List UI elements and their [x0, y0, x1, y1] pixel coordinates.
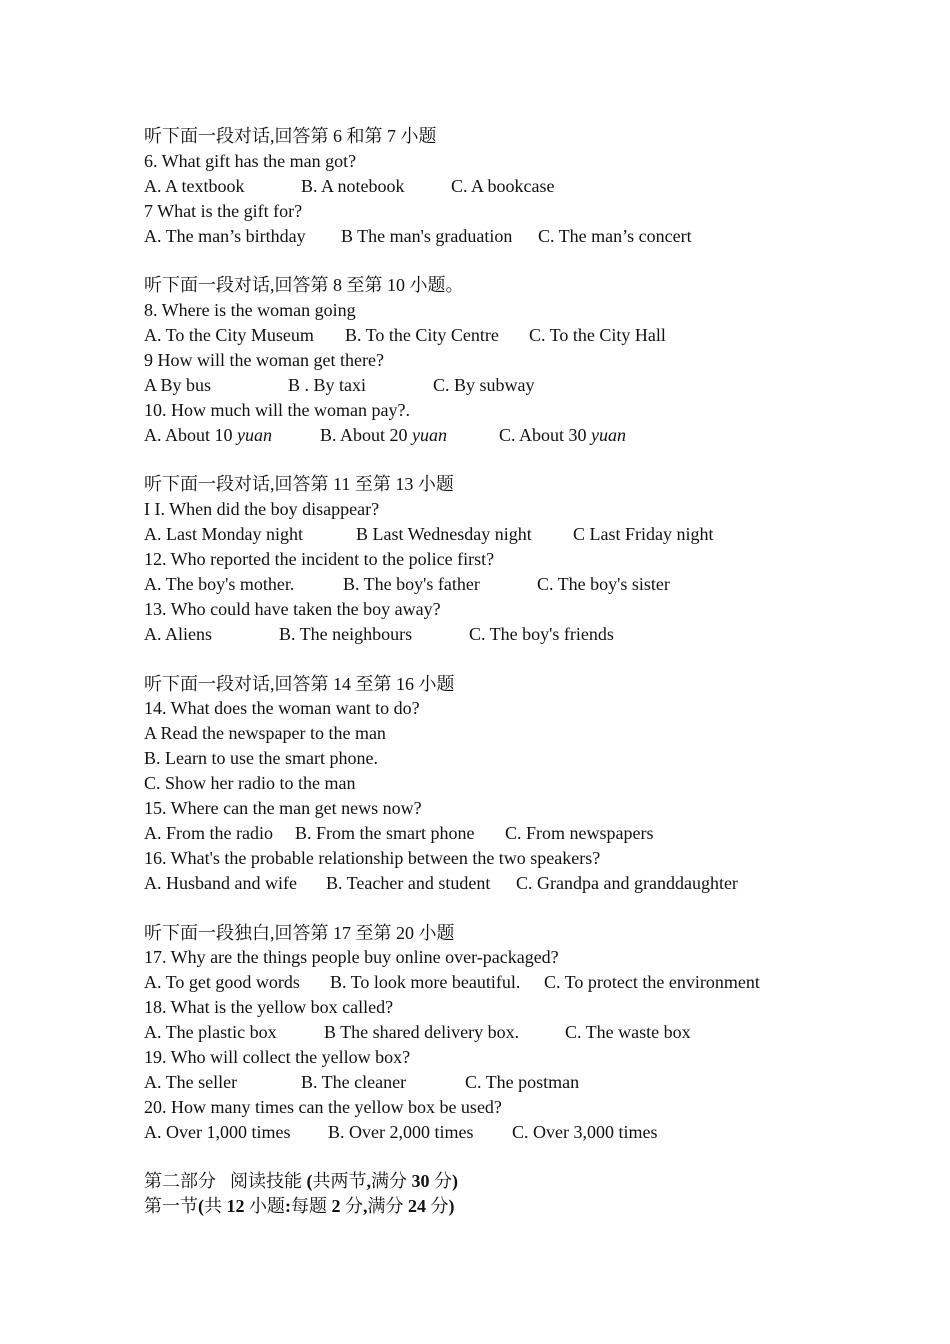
full-score-label: 满分 [367, 1196, 408, 1217]
option-a: A. A textbook [144, 175, 245, 196]
options-row [144, 522, 864, 547]
option-a: A Read the newspaper to the man [144, 723, 386, 744]
section-heading: 听下面一段对话,回答第 6 和第 7 小题 [144, 126, 437, 146]
question-17: 17. Why are the things people buy online over-packaged? [144, 947, 559, 968]
question-16: 16. What's the probable relationship between the two speakers? [144, 847, 601, 868]
paren-close: ) [448, 1196, 455, 1217]
full-score-label: 满分 [371, 1171, 412, 1192]
option-c-text: C. About 30 [499, 424, 592, 445]
part-two-title [144, 1169, 864, 1194]
options-row [144, 1120, 864, 1145]
option-a: A. The man’s birthday [144, 225, 306, 246]
options-row [144, 871, 864, 896]
option-a: A. The seller [144, 1071, 238, 1092]
option-c: C. From newspapers [505, 822, 654, 843]
option-a: A. To get good words [144, 972, 300, 993]
options-row [144, 423, 864, 448]
options-row [144, 821, 864, 846]
comma: , [366, 1171, 371, 1192]
option-b-text: B. About 20 [320, 424, 413, 445]
per-question-label: 每题 [291, 1196, 332, 1217]
option-b: B The man's graduation [341, 225, 513, 246]
colon: : [285, 1196, 291, 1217]
option-b: B. The boy's father [343, 574, 480, 595]
per-question-score: 2 [331, 1196, 341, 1217]
option-c: C. Show her radio to the man [144, 773, 356, 794]
option-a: A. From the radio [144, 822, 273, 843]
paren-open: ( [198, 1196, 204, 1217]
question-12: 12. Who reported the incident to the police first? [144, 549, 495, 570]
option-b: B Last Wednesday night [356, 524, 532, 545]
question-count: 12 [226, 1196, 245, 1217]
option-c: C. Grandpa and granddaughter [516, 872, 738, 893]
question-9: 9 How will the woman get there? [144, 350, 384, 371]
section-heading: 听下面一段独白,回答第 17 至第 20 小题 [144, 922, 455, 943]
section-heading: 听下面一段对话,回答第 14 至第 16 小题 [144, 673, 455, 694]
currency-unit: yuan [237, 424, 273, 445]
option-a: A. The plastic box [144, 1022, 277, 1043]
section-label: 第一节 [144, 1196, 198, 1217]
sections-count: 共两节 [312, 1171, 367, 1192]
question-14: 14. What does the woman want to do? [144, 698, 420, 719]
option-b: B. The neighbours [279, 623, 413, 644]
option-b: B. To look more beautiful. [330, 972, 521, 993]
option-c: C. To the City Hall [529, 325, 666, 346]
option-c: C. A bookcase [451, 175, 555, 196]
option-a: A. The boy's mother. [144, 574, 295, 595]
score-unit: 分 [429, 1171, 452, 1192]
option-a: A By bus [144, 374, 212, 395]
score-unit: 分 [426, 1196, 449, 1217]
option-c: C. The boy's friends [469, 623, 614, 644]
paren-close: ) [452, 1171, 458, 1192]
question-11: I I. When did the boy disappear? [144, 499, 380, 520]
question-13: 13. Who could have taken the boy away? [144, 598, 441, 619]
section-heading: 听下面一段对话,回答第 8 至第 10 小题。 [144, 275, 464, 296]
option-b [320, 423, 499, 448]
score-unit: 分 [340, 1196, 363, 1217]
currency-unit: yuan [412, 424, 448, 445]
option-a [144, 423, 320, 448]
question-20: 20. How many times can the yellow box be used? [144, 1096, 502, 1117]
options-row [144, 1020, 864, 1045]
option-a: A. Husband and wife [144, 872, 297, 893]
option-c: C. The waste box [565, 1022, 691, 1043]
paren-open: ( [306, 1171, 313, 1192]
option-b: B. Learn to use the smart phone. [144, 748, 378, 769]
comma: , [363, 1196, 368, 1217]
question-unit: 小题 [244, 1196, 285, 1217]
option-c: C. The postman [465, 1071, 580, 1092]
options-row [144, 224, 864, 249]
option-b: B. The cleaner [301, 1071, 407, 1092]
options-row [144, 174, 864, 199]
question-15: 15. Where can the man get news now? [144, 798, 422, 819]
option-c: C. Over 3,000 times [512, 1121, 658, 1142]
options-row [144, 622, 864, 647]
options-row [144, 970, 864, 995]
option-b: B. To the City Centre [345, 325, 499, 346]
option-c: C Last Friday night [573, 524, 714, 545]
question-6: 6. What gift has the man got? [144, 150, 357, 171]
option-a: A. To the City Museum [144, 325, 314, 346]
total-label: 共 [204, 1196, 227, 1217]
option-b: B The shared delivery box. [324, 1022, 520, 1043]
section-one-title [144, 1194, 864, 1219]
part-label: 第二部分 [144, 1171, 216, 1192]
option-c: C. The boy's sister [537, 574, 670, 595]
option-a: A. Over 1,000 times [144, 1121, 291, 1142]
option-b: B. A notebook [301, 175, 405, 196]
question-10: 10. How much will the woman pay?. [144, 399, 410, 420]
exam-page [144, 124, 864, 1219]
options-row [144, 1070, 864, 1095]
option-b: B. From the smart phone [295, 822, 475, 843]
option-a: A. Last Monday night [144, 524, 303, 545]
question-7: 7 What is the gift for? [144, 200, 303, 221]
option-c: C. To protect the environment [544, 972, 760, 993]
options-row [144, 323, 864, 348]
question-8: 8. Where is the woman going [144, 300, 356, 321]
option-a-text: A. About 10 [144, 424, 238, 445]
section-heading: 听下面一段对话,回答第 11 至第 13 小题 [144, 474, 454, 495]
question-18: 18. What is the yellow box called? [144, 997, 394, 1018]
options-row [144, 373, 864, 398]
part-name: 阅读技能 [230, 1171, 307, 1192]
option-c: C. The man’s concert [538, 225, 692, 246]
option-b: B. Teacher and student [326, 872, 491, 893]
full-score: 24 [408, 1196, 426, 1217]
option-b: B. Over 2,000 times [328, 1121, 474, 1142]
option-c [499, 423, 626, 448]
option-b: B . By taxi [288, 374, 367, 395]
currency-unit: yuan [591, 424, 627, 445]
option-a: A. Aliens [144, 623, 213, 644]
options-row [144, 572, 864, 597]
option-c: C. By subway [433, 374, 535, 395]
full-score: 30 [411, 1171, 430, 1192]
question-19: 19. Who will collect the yellow box? [144, 1046, 411, 1067]
